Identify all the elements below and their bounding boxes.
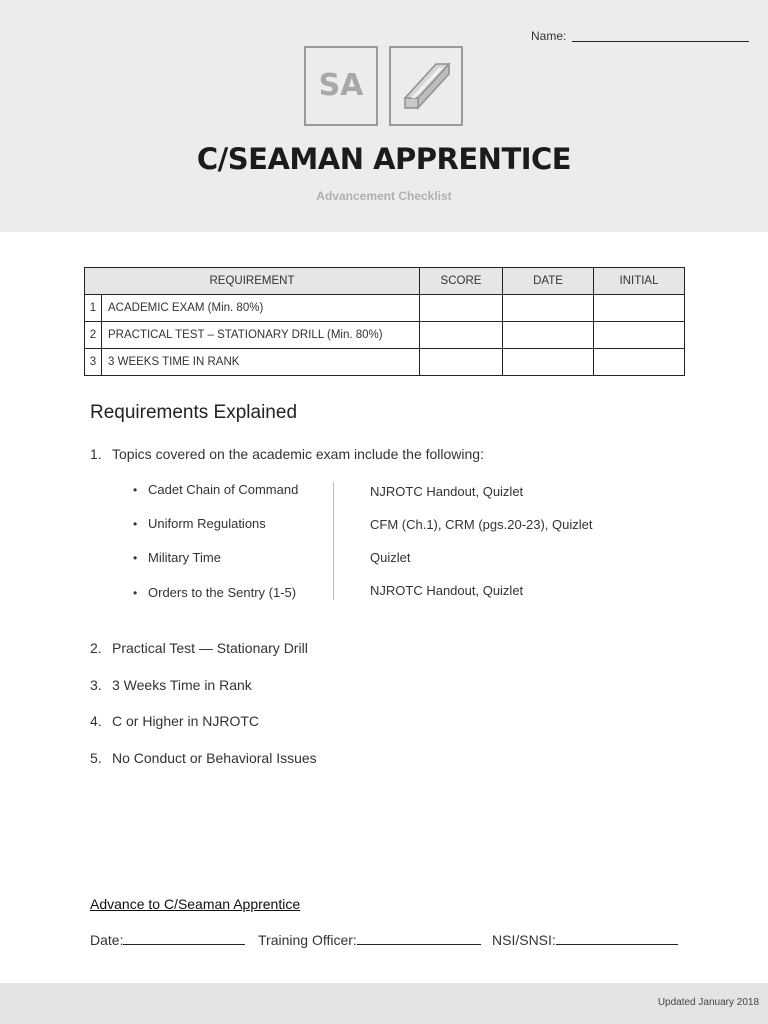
list-item [90,677,252,693]
topic-text: Uniform Regulations [148,516,266,531]
table-row [85,295,685,322]
list-item-text: No Conduct or Behavioral Issues [112,750,317,766]
topic-divider [333,482,334,600]
topic-source: NJROTC Handout, Quizlet [370,484,524,499]
requirement-cell: ACADEMIC EXAM (Min. 80%) [102,295,420,322]
date-label: Date: [90,932,124,948]
score-cell[interactable] [420,295,503,322]
table-row [85,349,685,376]
list-item [90,750,317,766]
date-cell[interactable] [503,322,594,349]
list-item [90,640,308,656]
requirements-table [84,267,685,376]
list-item [90,446,484,462]
training-officer-signature-line[interactable] [357,932,481,945]
initial-cell[interactable] [594,295,685,322]
updated-date: Updated January 2018 [657,997,759,1008]
date-signature-line[interactable] [123,932,245,945]
initial-cell[interactable] [594,322,685,349]
nsi-signature-line[interactable] [556,932,678,945]
date-cell[interactable] [503,295,594,322]
list-item-number: 3. [90,677,102,693]
training-officer-signature-field [258,932,481,948]
topic-text: Military Time [148,550,221,565]
list-item [90,713,259,729]
advance-section-title: Advance to C/Seaman Apprentice [90,896,301,912]
rank-stripe-icon [391,48,461,124]
table-row [85,322,685,349]
bullet-icon: • [133,586,138,600]
date-signature-field [90,932,245,948]
footer-band [0,983,768,1024]
column-header-date: DATE [503,268,594,295]
page-title: C/SEAMAN APPRENTICE [196,142,572,176]
header-band [0,0,768,232]
column-header-requirement: REQUIREMENT [85,268,420,295]
name-field-line[interactable] [572,41,749,42]
row-number: 2 [85,322,102,349]
score-cell[interactable] [420,349,503,376]
rank-stripe-insignia [389,46,463,126]
list-item-number: 4. [90,713,102,729]
row-number: 1 [85,295,102,322]
bullet-icon: • [133,483,138,497]
score-cell[interactable] [420,322,503,349]
requirement-cell: PRACTICAL TEST – STATIONARY DRILL (Min. 80%) [102,322,420,349]
page-subtitle: Advancement Checklist [316,189,452,203]
name-label: Name: [531,29,567,43]
date-cell[interactable] [503,349,594,376]
initial-cell[interactable] [594,349,685,376]
nsi-signature-field [492,932,678,948]
bullet-icon: • [133,517,138,531]
section-heading-requirements-explained: Requirements Explained [90,402,298,423]
nsi-label: NSI/SNSI: [492,932,556,948]
list-item-text: C or Higher in NJROTC [112,713,260,729]
list-item-number: 2. [90,640,102,656]
row-number: 3 [85,349,102,376]
topic-item [133,482,298,497]
topic-text: Cadet Chain of Command [148,482,299,497]
topic-source: CFM (Ch.1), CRM (pgs.20-23), Quizlet [370,517,593,532]
list-item-number: 5. [90,750,102,766]
training-officer-label: Training Officer: [258,932,357,948]
bullet-icon: • [133,551,138,565]
column-header-initial: INITIAL [594,268,685,295]
topic-item [133,550,221,565]
topic-source: Quizlet [370,550,411,565]
list-item-number: 1. [90,446,102,462]
topic-item [133,516,266,531]
topic-item [133,585,296,600]
list-item-text: Practical Test — Stationary Drill [112,640,308,656]
column-header-score: SCORE [420,268,503,295]
topic-source: NJROTC Handout, Quizlet [370,583,524,598]
table-header-row [85,268,685,295]
rank-abbreviation-text: SA [318,68,364,103]
list-item-text: 3 Weeks Time in Rank [112,677,252,693]
topic-text: Orders to the Sentry (1-5) [148,585,297,600]
rank-abbreviation-insignia [304,46,378,126]
requirement-cell: 3 WEEKS TIME IN RANK [102,349,420,376]
list-item-text: Topics covered on the academic exam include the following: [112,446,484,462]
